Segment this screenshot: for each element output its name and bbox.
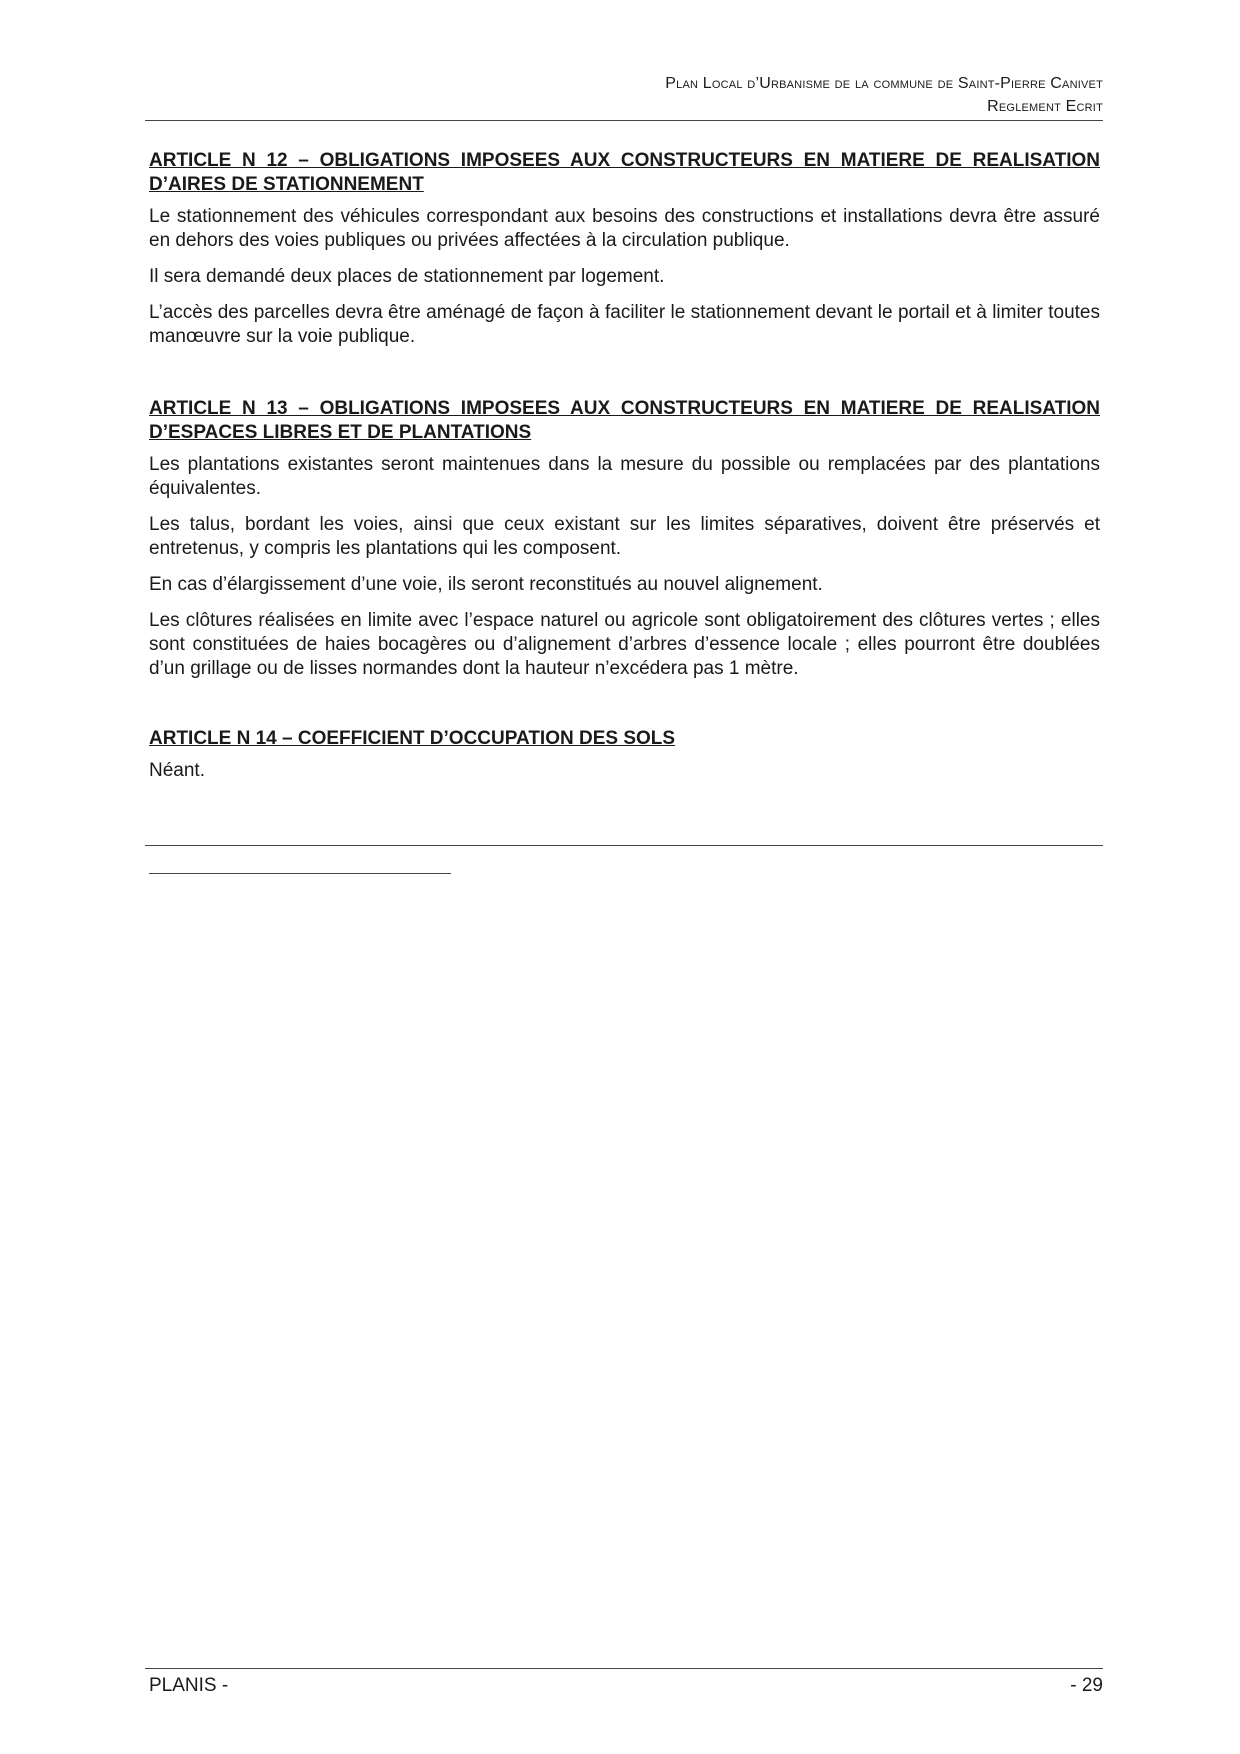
header-section-title: Reglement Ecrit <box>987 98 1103 115</box>
paragraph: En cas d’élargissement d’une voie, ils seront reconstitués au nouvel alignement. <box>149 574 823 595</box>
article-n13 <box>149 397 1100 681</box>
article-heading: ARTICLE N 14 – COEFFICIENT D’OCCUPATION DES SOLS <box>149 728 676 749</box>
section-spacer <box>149 693 1100 727</box>
paragraph: Les talus, bordant les voies, ainsi que ceux existant sur les limites séparatives, doivent être préservés et entretenus, y compris les plantations qui les composent. <box>149 514 1100 559</box>
paragraph: Néant. <box>149 760 205 781</box>
footer-author: PLANIS - <box>149 1675 229 1696</box>
running-header <box>145 72 1103 118</box>
paragraph: Les clôtures réalisées en limite avec l’espace naturel ou agricole sont obligatoirement des clôtures vertes ; elles sont constituées de haies bocagères ou d’alignement d’arbres d’essence locale ; elles pourront être doublées d’un grillage ou de lisses normandes dont la hauteur n’excédera pas 1 mètre. <box>149 610 1100 679</box>
page-body <box>149 149 1100 795</box>
paragraph: L’accès des parcelles devra être aménagé de façon à faciliter le stationnement devant le portail et à limiter toutes manœuvre sur la voie publique. <box>149 302 1100 347</box>
page-number: - 29 <box>1070 1675 1103 1696</box>
article-n12 <box>149 149 1100 349</box>
header-document-title: Plan Local d’Urbanisme de la commune de Saint-Pierre Canivet <box>665 75 1103 92</box>
paragraph: Les plantations existantes seront maintenues dans la mesure du possible ou remplacées par des plantations équivalentes. <box>149 454 1100 499</box>
content-end-divider <box>145 845 1103 846</box>
section-spacer <box>149 361 1100 397</box>
article-heading: ARTICLE N 12 – OBLIGATIONS IMPOSEES AUX CONSTRUCTEURS EN MATIERE DE REALISATION D’AIRES DE STATIONNEMENT <box>149 150 1100 195</box>
footnote-separator <box>149 873 451 874</box>
paragraph: Le stationnement des véhicules correspondant aux besoins des constructions et installations devra être assuré en dehors des voies publiques ou privées affectées à la circulation publique. <box>149 206 1100 251</box>
article-heading: ARTICLE N 13 – OBLIGATIONS IMPOSEES AUX CONSTRUCTEURS EN MATIERE DE REALISATION D’ESPACES LIBRES ET DE PLANTATIONS <box>149 398 1100 443</box>
article-n14 <box>149 727 1100 783</box>
footer-divider <box>145 1668 1103 1669</box>
header-divider <box>145 120 1103 121</box>
paragraph: Il sera demandé deux places de stationnement par logement. <box>149 266 665 287</box>
